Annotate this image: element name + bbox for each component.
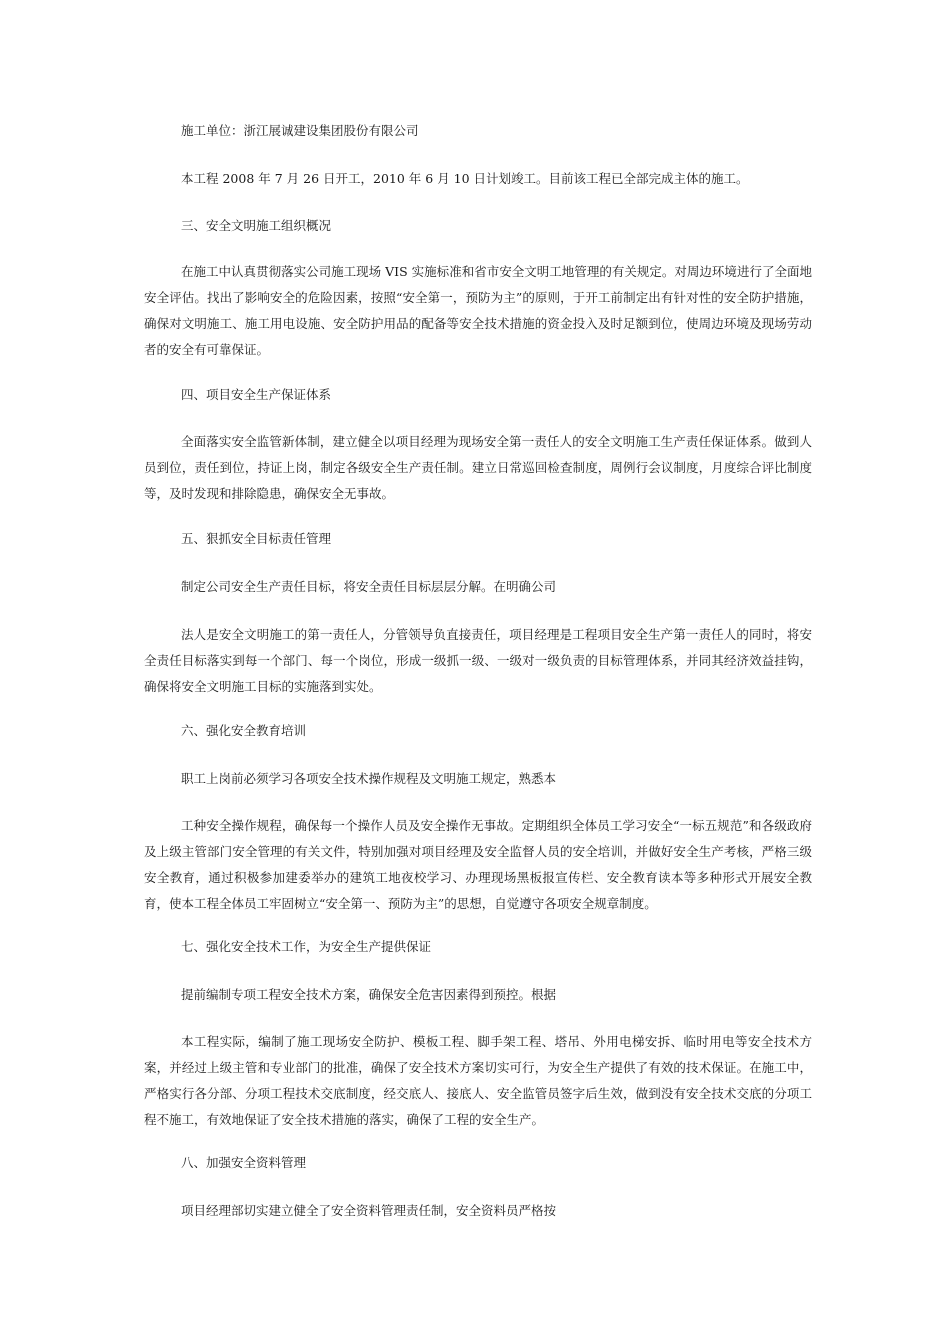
section-5-paragraph-1: 制定公司安全生产责任目标，将安全责任目标层层分解。在明确公司: [181, 579, 557, 594]
section-6-paragraph-2: 工种安全操作规程，确保每一个操作人员及安全操作无事故。定期组织全体员工学习安全“一标五规范”和各级政府及上级主管部门安全管理的有关文件，特别加强对项目经理及安全监督人员的安全培训，并做好安全生产考核，严格三级安全教育，通过积极参加建委举办的建筑工地夜校学习、办理现场黑板报宣传栏、安全教育读本等多种形式开展安全教育，使本工程全体员工牢固树立“安全第一、预防为主”的思想，自觉遵守各项安全规章制度。: [144, 818, 812, 911]
section-6-paragraph-1: 职工上岗前必须学习各项安全技术操作规程及文明施工规定，熟悉本: [181, 771, 557, 786]
section-3-paragraph: 在施工中认真贯彻落实公司施工现场 VIS 实施标准和省市安全文明工地管理的有关规定。对周边环境进行了全面地安全评估。找出了影响安全的危险因素，按照“安全第一，预防为主”的原则，于开工前制定出有针对性的安全防护措施，确保对文明施工、施工用电设施、安全防护用品的配备等安全技术措施的资金投入及时足额到位，使周边环境及现场劳动者的安全有可靠保证。: [144, 264, 812, 357]
section-heading-5: 五、狠抓安全目标责任管理: [181, 531, 332, 546]
schedule-paragraph: 本工程 2008 年 7 月 26 日开工，2010 年 6 月 10 日计划竣工。目前该工程已全部完成主体的施工。: [181, 171, 749, 186]
section-heading-8: 八、加强安全资料管理: [181, 1155, 307, 1170]
section-7-paragraph-1: 提前编制专项工程安全技术方案，确保安全危害因素得到预控。根据: [181, 987, 557, 1002]
section-4-paragraph: 全面落实安全监管新体制，建立健全以项目经理为现场安全第一责任人的安全文明施工生产责任保证体系。做到人员到位，责任到位，持证上岗，制定各级安全生产责任制。建立日常巡回检查制度，周例行会议制度，月度综合评比制度等，及时发现和排除隐患，确保安全无事故。: [144, 434, 812, 501]
section-heading-3: 三、安全文明施工组织概况: [181, 218, 332, 233]
section-heading-6: 六、强化安全教育培训: [181, 723, 307, 738]
construction-unit-line: 施工单位：浙江展诚建设集团股份有限公司: [181, 123, 419, 138]
section-8-paragraph: 项目经理部切实建立健全了安全资料管理责任制，安全资料员严格按: [181, 1203, 557, 1218]
section-heading-4: 四、项目安全生产保证体系: [181, 387, 332, 402]
section-7-paragraph-2: 本工程实际，编制了施工现场安全防护、模板工程、脚手架工程、塔吊、外用电梯安拆、临时用电等安全技术方案，并经过上级主管和专业部门的批准，确保了安全技术方案切实可行，为安全生产提供了有效的技术保证。在施工中，严格实行各分部、分项工程技术交底制度，经交底人、接底人、安全监管员签字后生效，做到没有安全技术交底的分项工程不施工，有效地保证了安全技术措施的落实，确保了工程的安全生产。: [144, 1034, 812, 1127]
section-5-paragraph-2: 法人是安全文明施工的第一责任人，分管领导负直接责任，项目经理是工程项目安全生产第一责任人的同时，将安全责任目标落实到每一个部门、每一个岗位，形成一级抓一级、一级对一级负责的目标管理体系，并同其经济效益挂钩，确保将安全文明施工目标的实施落到实处。: [144, 627, 812, 694]
section-heading-7: 七、强化安全技术工作，为安全生产提供保证: [181, 939, 432, 954]
